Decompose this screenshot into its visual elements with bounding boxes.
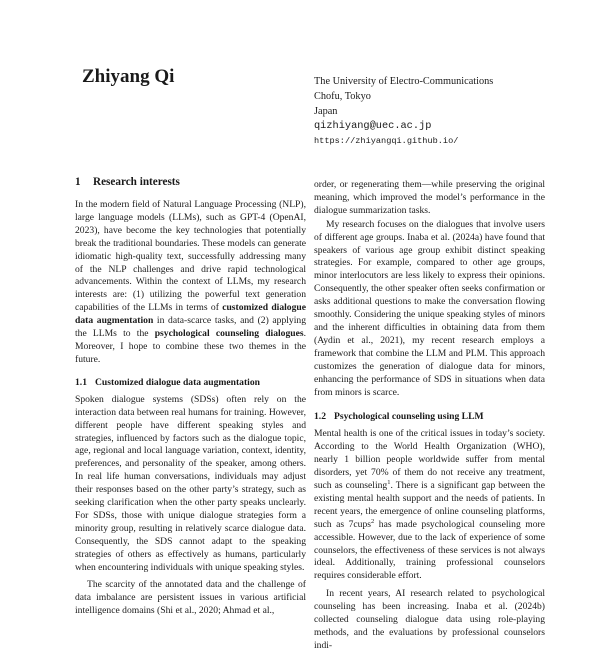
paragraph [75,199,306,367]
paragraph: My research focuses on the dialogues that involve users of different age groups. Inaba et al. (2024a) have found that speakers of various age group exhibit distinct speaking strategies. For example, compared to other age groups, minor interlocutors are less likely to express their opinions. Consequently, the other speaker often seeks confirmation or asks additional questions to make the conversation flowing smoothly. Considering the unique speaking styles of minors and the inherent difficulties in obtaining data from them (Aydin et al., 2021), my recent research employs a framework that combine the LLM and PLM. This approach customizes the generation of dialogue data for minors, enhancing the performance of SDS in situations when data from minors is scarce. [314,218,545,398]
paragraph: In recent years, AI research related to psychological counseling has been increasing. Inaba et al. (2024b) collected counseling dialogue data using role-playing methods, and the evaluations by professional counselors indi- [314,588,545,651]
section-number: 1 [75,176,81,188]
affiliation-block [314,74,493,149]
left-column [75,175,306,618]
text-run: In the modern field of Natural Language Processing (NLP), large language models (LLMs), such as GPT-4 (OpenAI, 2023), have become the key technologies that potentially break the traditional boundaries. These models can generate idiomatic high-quality text, successfully addressing many of the NLP challenges and drive rapid technological advancements. Within the context of LLMs, my research interests are: (1) utilizing the powerful text generation capabilities of the LLMs in terms of [75,199,306,314]
author-email[interactable]: qizhiyang@uec.ac.jp [314,120,432,132]
text-run: . There is a significant gap between the existing mental health support and the needs of patients. In recent years, the emergence of online counseling platforms, such as 7cups [314,480,545,530]
paragraph: Spoken dialogue systems (SDSs) often rely on the interaction data between real humans for training. However, different people have different speaking styles and strategies, influenced by factors such as the dialogue topic, age, regional and local language variation, context, identity, preferences, and personality of the speaker, among others. In real life human conversations, individuals may adjust their responses based on the other party’s strategy, such as seeking clarification when the other party speaks unclearly. For SDSs, those with unique dialogue strategies form a minority group, resulting in relatively scarce dialogue data. Consequently, the SDS cannot adapt to the speaking strategies of others as effectively as humans, particularly when encountering individuals with unique speaking styles. [75,393,306,573]
text-run: Mental health is one of the critical issues in today’s society. According to the World Health Organization (WHO), nearly 1 billion people worldwide suffer from mental disorders, yet 70% of them do not receive any treatment, such as counseling [314,428,545,492]
author-name: Zhiyang Qi [82,66,175,87]
affiliation-line: Japan [314,106,338,117]
subsection-number: 1.1 [75,376,87,388]
affiliation-line: The University of Electro-Communications [314,76,494,87]
bold-text: psychological counseling dialogues [154,328,304,340]
footnote-marker[interactable]: 1 [387,478,391,486]
text-run: in data-scarce tasks, and (2) applying the LLMs to the [75,315,306,340]
affiliation-line: Chofu, Tokyo [314,91,371,102]
subsection-title: Psychological counseling using LLM [334,411,484,423]
author-website-link[interactable]: https://zhiyangqi.github.io/ [314,136,459,146]
paragraph [314,428,545,583]
subsection-heading [75,376,306,389]
subsection-title: Customized dialogue data augmentation [95,376,260,388]
subsection-heading [314,410,545,423]
paragraph: The scarcity of the annotated data and the challenge of data imbalance are persistent issues in various artificial intelligence domains (Shi et al., 2020; Ahmad et al., [75,579,306,617]
paragraph: order, or regenerating them—while preserving the original meaning, which improved the model’s performance in the dialogue summarization tasks. [314,179,545,216]
subsection-number: 1.2 [314,411,326,423]
section-heading [75,175,306,189]
text-run: has made psychological counseling more accessible. However, due to the lack of experience of some counselors, the effectiveness of these services is not always ideal. Additionally, training professional counselors requires considerable effort. [314,518,545,582]
footnote-marker[interactable]: 2 [371,517,375,525]
bold-text: customized dialogue data augmentation [75,302,306,327]
right-column [314,179,545,653]
section-title: Research interests [93,176,180,188]
text-run: . Moreover, I hope to combine these two themes in the future. [75,328,307,365]
